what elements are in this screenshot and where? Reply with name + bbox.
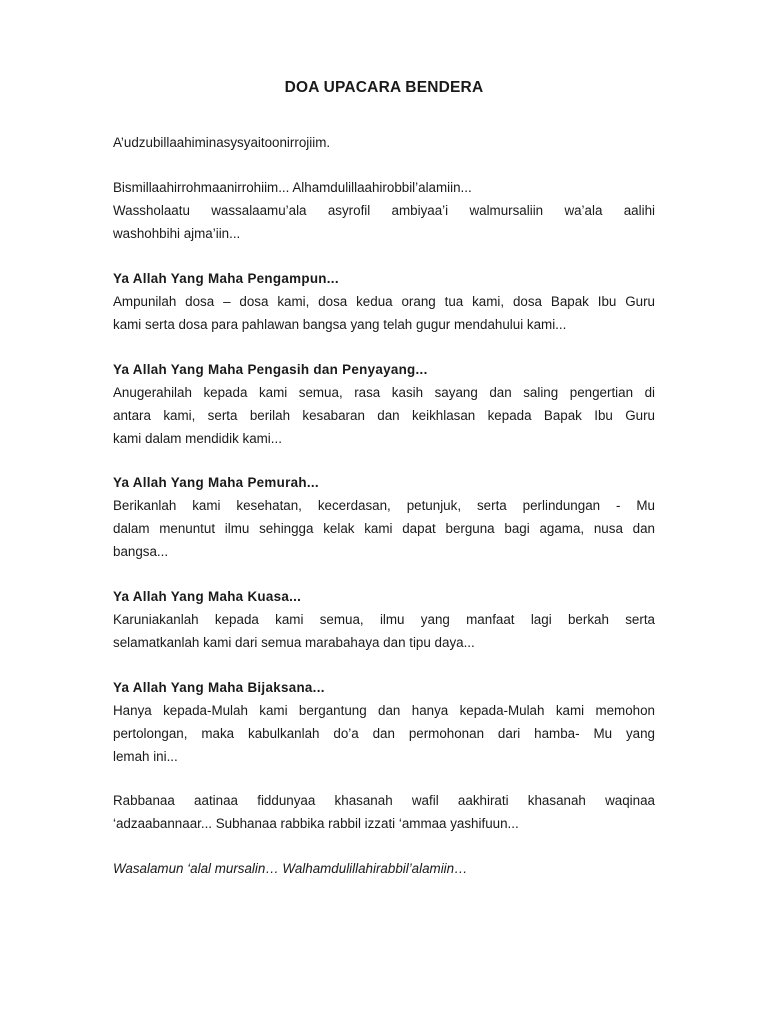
section-heading: Ya Allah Yang Maha Pengampun...	[113, 271, 339, 286]
paragraph-line: Wassholaatu wassalaamu’ala asyrofil ambiyaa’i walmursaliin wa’ala aalihi	[113, 203, 655, 218]
bismillah-paragraph	[113, 176, 655, 245]
paragraph-line: kami serta dosa para pahlawan bangsa yang telah gugur mendahului kami...	[113, 317, 567, 332]
section-heading: Ya Allah Yang Maha Bijaksana...	[113, 680, 325, 695]
paragraph-line: Karuniakanlah kepada kami semua, ilmu yang manfaat lagi berkah serta	[113, 612, 655, 627]
section-bijaksana	[113, 676, 655, 768]
paragraph-line: Anugerahilah kepada kami semua, rasa kasih sayang dan saling pengertian di	[113, 385, 655, 400]
opening-text: A’udzubillaahiminasysyaitoonirrojiim.	[113, 135, 331, 150]
paragraph-line: selamatkanlah kami dari semua marabahaya dan tipu daya...	[113, 635, 475, 650]
rabbana-paragraph	[113, 789, 655, 835]
section-heading: Ya Allah Yang Maha Pengasih dan Penyayang...	[113, 362, 428, 377]
section-pengasih	[113, 358, 655, 450]
paragraph-line: Bismillaahirrohmaanirrohiim... Alhamdulillaahirobbil’alamiin...	[113, 180, 472, 195]
paragraph-line: lemah ini...	[113, 749, 178, 764]
closing-text: Wasalamun ‘alal mursalin… Walhamdulillahirabbil’alamiin…	[113, 861, 468, 876]
paragraph-line: Berikanlah kami kesehatan, kecerdasan, petunjuk, serta perlindungan - Mu	[113, 498, 655, 513]
section-heading: Ya Allah Yang Maha Pemurah...	[113, 475, 319, 490]
closing-paragraph	[113, 857, 655, 880]
paragraph-line: bangsa...	[113, 544, 169, 559]
section-kuasa	[113, 585, 655, 654]
paragraph-line: kami dalam mendidik kami...	[113, 431, 282, 446]
paragraph-line: Ampunilah dosa – dosa kami, dosa kedua orang tua kami, dosa Bapak Ibu Guru	[113, 294, 655, 309]
opening-line	[113, 131, 655, 154]
paragraph-line: washohbihi ajma’iin...	[113, 226, 241, 241]
section-heading: Ya Allah Yang Maha Kuasa...	[113, 589, 302, 604]
paragraph-line: dalam menuntut ilmu sehingga kelak kami dapat berguna bagi agama, nusa dan	[113, 521, 655, 536]
paragraph-line: pertolongan, maka kabulkanlah do’a dan permohonan dari hamba- Mu yang	[113, 726, 655, 741]
paragraph-line: Hanya kepada-Mulah kami bergantung dan hanya kepada-Mulah kami memohon	[113, 703, 655, 718]
paragraph-line: Rabbanaa aatinaa fiddunyaa khasanah wafil aakhirati khasanah waqinaa	[113, 793, 655, 808]
paragraph-line: antara kami, serta berilah kesabaran dan keikhlasan kepada Bapak Ibu Guru	[113, 408, 655, 423]
document-title: DOA UPACARA BENDERA	[284, 79, 484, 96]
paragraph-line: ‘adzaabannaar... Subhanaa rabbika rabbil izzati ‘ammaa yashifuun...	[113, 816, 519, 831]
section-pemurah	[113, 471, 655, 563]
section-pengampun	[113, 267, 655, 336]
